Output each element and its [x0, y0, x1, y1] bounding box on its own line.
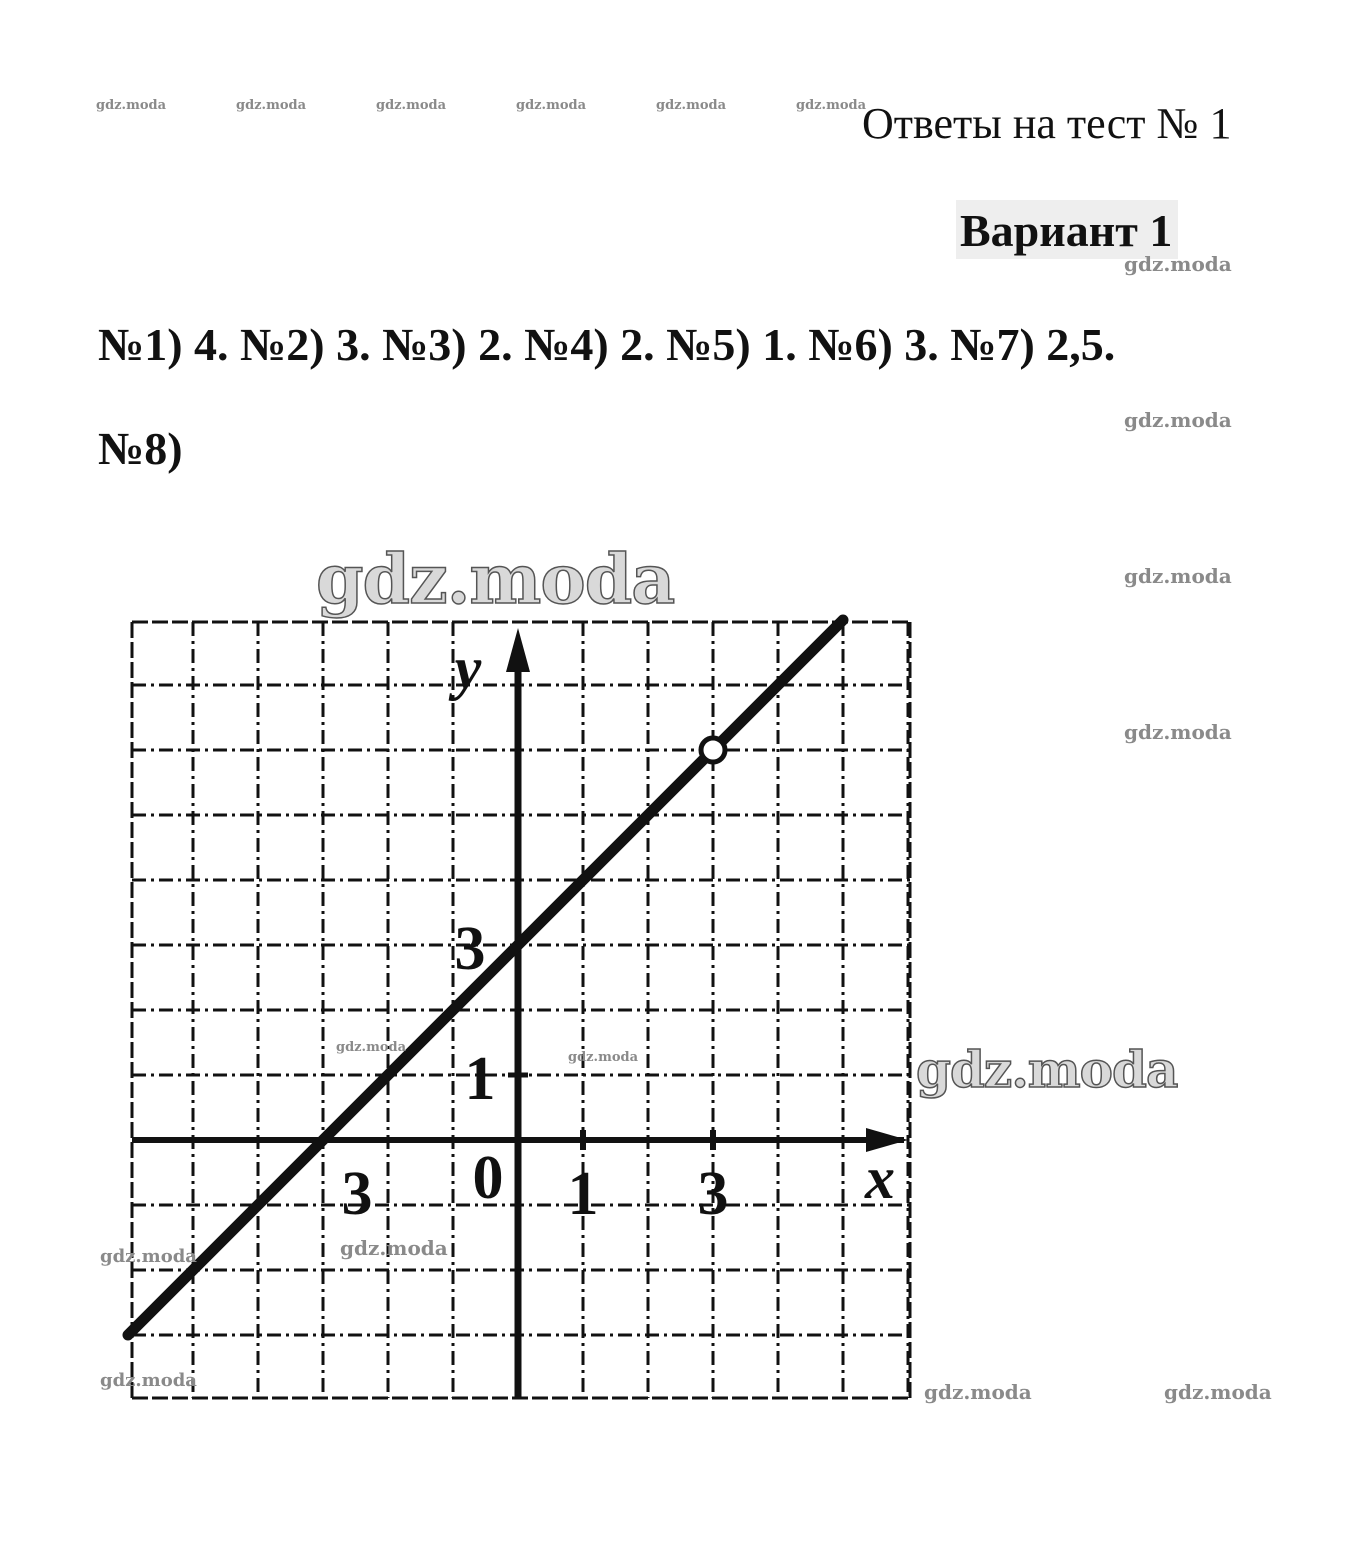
y-tick-label: 1	[464, 1045, 496, 1113]
watermark: gdz.moda	[568, 1050, 639, 1065]
watermark: gdz.moda	[96, 98, 167, 113]
y-axis-arrow	[506, 628, 530, 672]
x-tick-label: 3	[697, 1160, 729, 1228]
x-axis-label: x	[865, 1145, 895, 1211]
watermark: gdz.moda	[796, 98, 867, 113]
watermark: gdz.moda	[1124, 720, 1232, 744]
watermark: gdz.moda	[516, 98, 587, 113]
function-line	[128, 620, 843, 1335]
page-title: Ответы на тест № 1	[862, 99, 1232, 148]
y-tick-label: 3	[454, 915, 486, 983]
watermark: gdz.moda	[336, 1040, 407, 1055]
x-tick-label: 0	[472, 1144, 504, 1212]
watermark: gdz.moda	[236, 98, 307, 113]
x-tick-label: 1	[567, 1160, 599, 1228]
watermark: gdz.moda	[1124, 252, 1232, 276]
watermark: gdz.moda	[376, 98, 447, 113]
watermark-large: gdz.moda	[316, 540, 675, 620]
watermark: gdz.moda	[100, 1370, 197, 1391]
watermark: gdz.moda	[924, 1380, 1032, 1404]
watermark: gdz.moda	[1124, 408, 1232, 432]
y-axis-label: y	[454, 635, 482, 701]
watermark-large: gdz.moda	[916, 1040, 1178, 1099]
series	[128, 620, 843, 1335]
watermark: gdz.moda	[1164, 1380, 1272, 1404]
open-point-marker	[701, 738, 725, 762]
x-tick-label: 3	[341, 1160, 373, 1228]
variant-heading: Вариант 1	[956, 200, 1178, 259]
axes	[132, 628, 908, 1398]
watermark: gdz.moda	[100, 1246, 197, 1267]
answers-line-1: №1) 4. №2) 3. №3) 2. №4) 2. №5) 1. №6) 3. №7) 2,5.	[98, 319, 1116, 370]
answers-line-2: №8)	[98, 423, 183, 474]
watermark: gdz.moda	[340, 1236, 448, 1260]
watermark: gdz.moda	[1124, 564, 1232, 588]
watermark: gdz.moda	[656, 98, 727, 113]
